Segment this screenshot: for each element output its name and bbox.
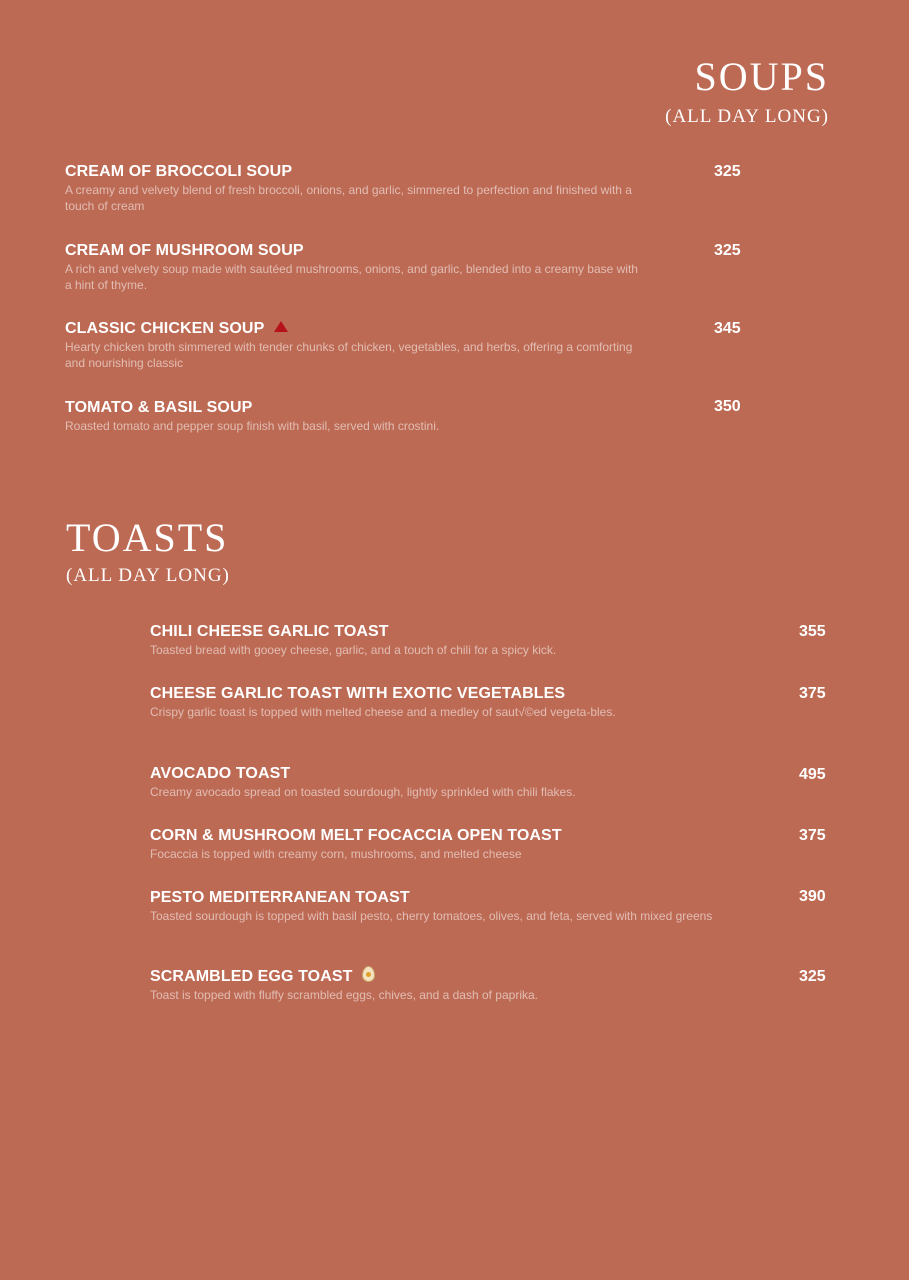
- item-description: Roasted tomato and pepper soup finish with basil, served with crostini.: [65, 419, 440, 433]
- item-price: 375: [799, 685, 826, 702]
- item-name: CHILI CHEESE GARLIC TOAST: [150, 623, 389, 640]
- non-veg-triangle-icon: [274, 321, 288, 332]
- item-name-row: [150, 966, 725, 986]
- item-price: 345: [714, 320, 741, 337]
- menu-item: [65, 319, 645, 371]
- item-price: 325: [799, 968, 826, 985]
- item-description: Toasted sourdough is topped with basil pesto, cherry tomatoes, olives, and feta, served with mixed greens: [150, 909, 713, 923]
- menu-item: [150, 966, 725, 1003]
- item-name: CREAM OF BROCCOLI SOUP: [65, 163, 293, 180]
- item-price: 375: [799, 827, 826, 844]
- item-description: Crispy garlic toast is topped with melted cheese and a medley of saut√©ed vegeta-bles.: [150, 705, 616, 719]
- item-description: Hearty chicken broth simmered with tender chunks of chicken, vegetables, and herbs, offering a comforting and nourishing classic: [65, 340, 633, 370]
- menu-item: [65, 398, 645, 434]
- item-name: CREAM OF MUSHROOM SOUP: [65, 242, 304, 259]
- item-name: CORN & MUSHROOM MELT FOCACCIA OPEN TOAST: [150, 827, 562, 844]
- menu-item: [150, 764, 725, 800]
- item-name-row: [65, 319, 645, 338]
- item-name: TOMATO & BASIL SOUP: [65, 399, 253, 416]
- menu-item: [150, 888, 725, 924]
- item-name: CLASSIC CHICKEN SOUP: [65, 320, 265, 337]
- item-description: Toasted bread with gooey cheese, garlic, and a touch of chili for a spicy kick.: [150, 643, 557, 657]
- item-name: PESTO MEDITERRANEAN TOAST: [150, 889, 410, 906]
- menu-item: [65, 241, 645, 293]
- item-price: 355: [799, 623, 826, 640]
- item-description: A rich and velvety soup made with sautéed mushrooms, onions, and garlic, blended into a creamy base with a hint of thyme.: [65, 262, 638, 292]
- menu-item: [65, 162, 645, 214]
- item-name: SCRAMBLED EGG TOAST: [150, 968, 353, 985]
- menu-item: [150, 622, 725, 658]
- menu-item: [150, 826, 725, 862]
- item-price: 495: [799, 766, 826, 783]
- item-price: 325: [714, 163, 741, 180]
- item-price: 350: [714, 398, 741, 415]
- menu-item: [150, 684, 725, 720]
- item-price: 390: [799, 888, 826, 905]
- item-price: 325: [714, 242, 741, 259]
- toasts-section-subtitle: (ALL DAY LONG): [66, 565, 230, 586]
- item-description: Focaccia is topped with creamy corn, mushrooms, and melted cheese: [150, 847, 522, 861]
- item-name: CHEESE GARLIC TOAST WITH EXOTIC VEGETABLES: [150, 685, 566, 702]
- soups-section-subtitle: (ALL DAY LONG): [665, 106, 829, 127]
- item-name: AVOCADO TOAST: [150, 765, 291, 782]
- soups-section-title: SOUPS: [694, 54, 829, 99]
- item-description: Creamy avocado spread on toasted sourdough, lightly sprinkled with chili flakes.: [150, 785, 576, 799]
- item-description: Toast is topped with fluffy scrambled eggs, chives, and a dash of paprika.: [150, 988, 538, 1002]
- toasts-section-title: TOASTS: [66, 515, 229, 560]
- item-description: A creamy and velvety blend of fresh broccoli, onions, and garlic, simmered to perfection and finished with a touch of cream: [65, 183, 632, 213]
- egg-icon: [362, 966, 375, 982]
